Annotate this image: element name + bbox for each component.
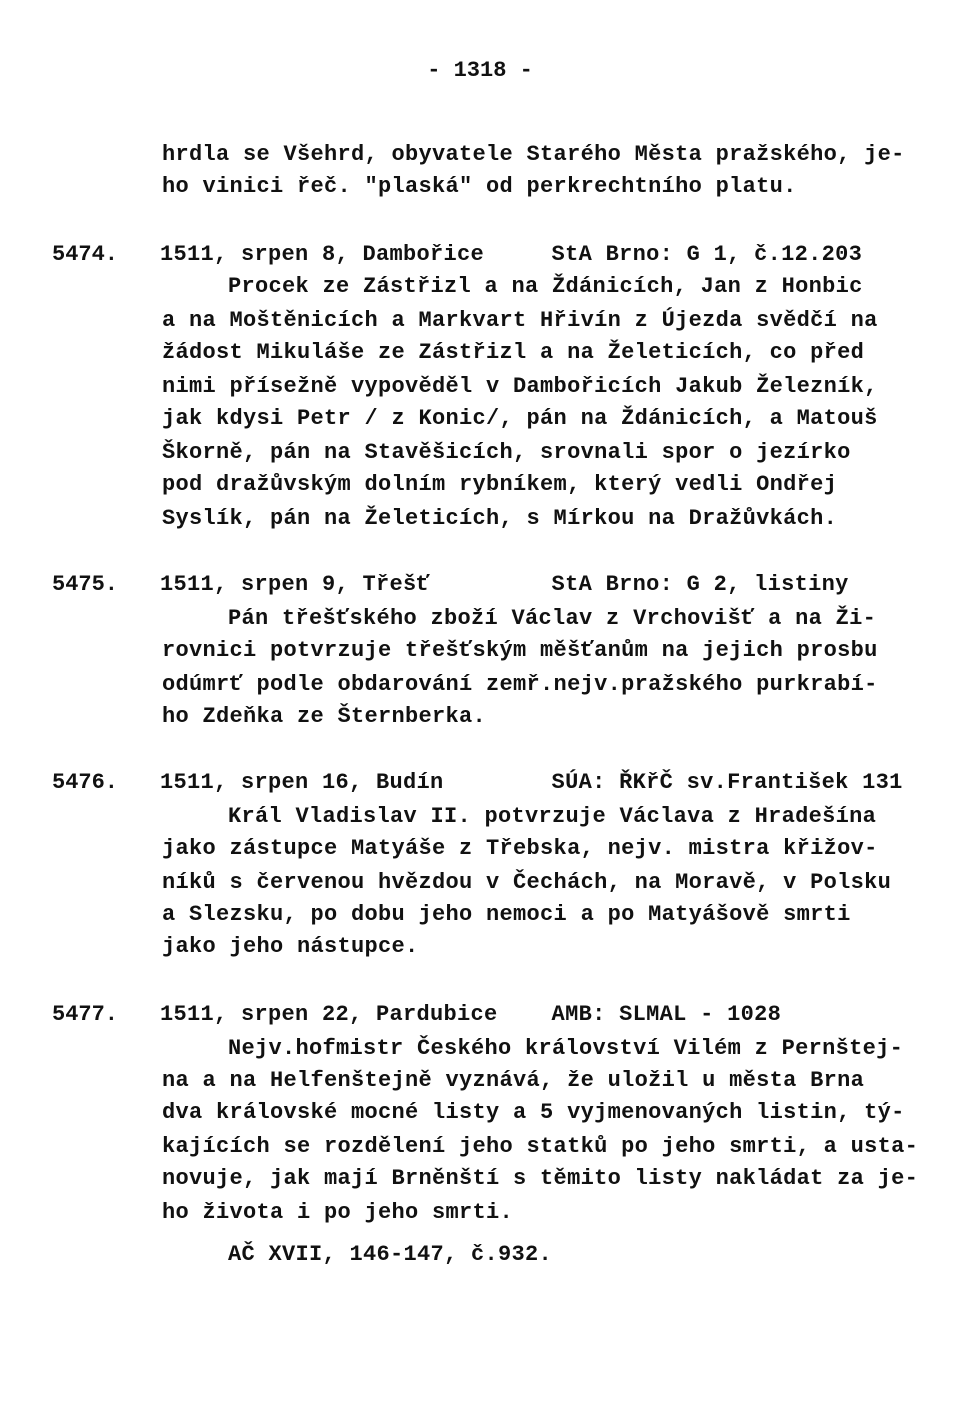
entry-line: Pán třešťského zboží Václav z Vrchovišť a na Ži- [228, 606, 877, 631]
entry-line: a na Moštěnicích a Markvart Hřivín z Újezda svědčí na [162, 308, 878, 333]
entry-header: 1511, srpen 16, Budín SÚA: ŘKřČ sv.František 131 [160, 770, 903, 795]
entry-line: žádost Mikuláše ze Zástřizl a na Želeticích, co před [162, 340, 865, 365]
entry-number: 5477. [52, 1002, 119, 1027]
entry-number: 5474. [52, 242, 119, 267]
intro-line: ho vinici řeč. "plaská" od perkrechtního platu. [162, 174, 797, 199]
page-number: - 1318 - [427, 58, 533, 83]
entry-header: 1511, srpen 9, Třešť StA Brno: G 2, listiny [160, 572, 849, 597]
entry-line: jak kdysi Petr / z Konic/, pán na Ždánicích, a Matouš [162, 406, 878, 431]
entry-line: na a na Helfenštejně vyznává, že uložil u města Brna [162, 1068, 865, 1093]
entry-line: kajících se rozdělení jeho statků po jeho smrti, a usta- [162, 1134, 919, 1159]
entry-line: dva královské mocné listy a 5 vyjmenovaných listin, tý- [162, 1100, 905, 1125]
entry-header: 1511, srpen 22, Pardubice AMB: SLMAL - 1028 [160, 1002, 782, 1027]
entry-line: jako zástupce Matyáše z Třebska, nejv. mistra křižov- [162, 836, 878, 861]
entry-citation: AČ XVII, 146-147, č.932. [228, 1242, 553, 1267]
entry-number: 5476. [52, 770, 119, 795]
entry-line: níků s červenou hvězdou v Čechách, na Moravě, v Polsku [162, 870, 892, 895]
entry-line: Procek ze Zástřizl a na Ždánicích, Jan z Honbic [228, 274, 863, 299]
entry-header: 1511, srpen 8, Dambořice StA Brno: G 1, č.12.203 [160, 242, 863, 267]
entry-line: Nejv.hofmistr Českého království Vilém z Pernštej- [228, 1036, 904, 1061]
entry-line: Král Vladislav II. potvrzuje Václava z Hradešína [228, 804, 877, 829]
entry-line: jako jeho nástupce. [162, 934, 419, 959]
intro-line: hrdla se Všehrd, obyvatele Starého Města pražského, je- [162, 142, 905, 167]
entry-line: pod dražůvským dolním rybníkem, který vedli Ondřej [162, 472, 838, 497]
entry-line: novuje, jak mají Brněnští s těmito listy nakládat za je- [162, 1166, 919, 1191]
entry-line: Syslík, pán na Želeticích, s Mírkou na Dražůvkách. [162, 506, 838, 531]
entry-line: Škorně, pán na Stavěšicích, srovnali spor o jezírko [162, 440, 851, 465]
entry-line: rovnici potvrzuje třešťským měšťanům na jejich prosbu [162, 638, 878, 663]
entry-line: odúmrť podle obdarování zemř.nejv.pražského purkrabí- [162, 672, 878, 697]
entry-line: ho Zdeňka ze Šternberka. [162, 704, 487, 729]
entry-line: ho života i po jeho smrti. [162, 1200, 514, 1225]
entry-number: 5475. [52, 572, 119, 597]
entry-line: a Slezsku, po dobu jeho nemoci a po Matyášově smrti [162, 902, 851, 927]
entry-line: nimi přísežně vypověděl v Dambořicích Jakub Železník, [162, 374, 878, 399]
